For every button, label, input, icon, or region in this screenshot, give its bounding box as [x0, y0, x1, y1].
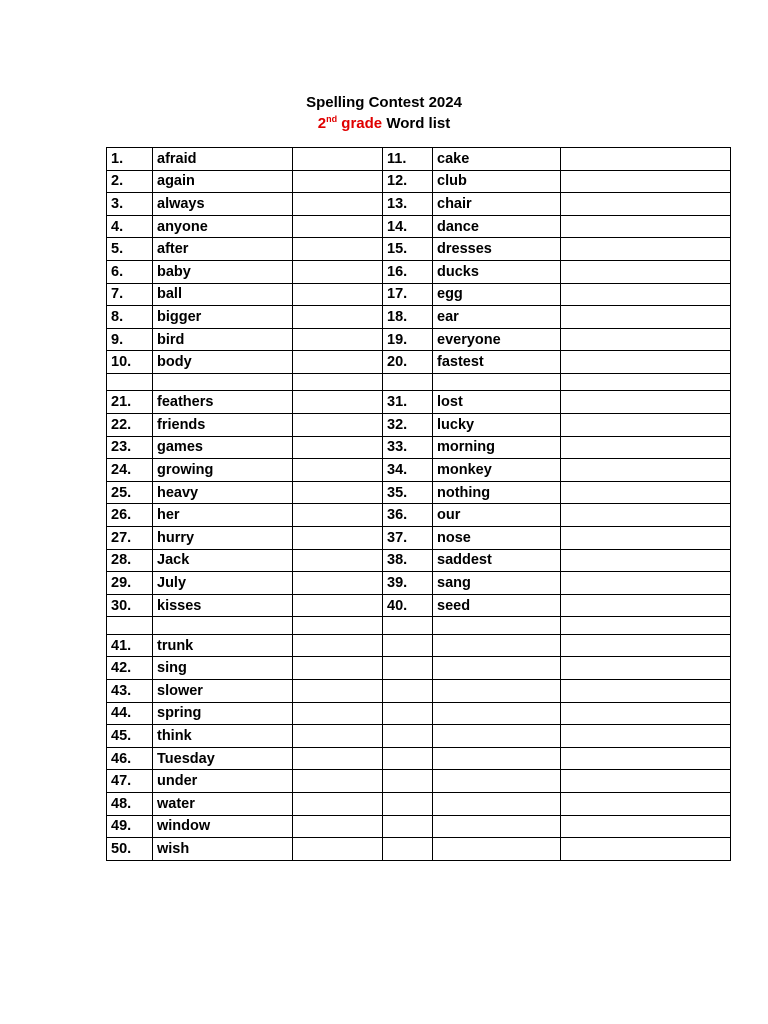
word: our — [433, 504, 561, 527]
word: saddest — [433, 549, 561, 572]
table-row — [107, 815, 731, 838]
table-row — [107, 527, 731, 550]
table-row — [107, 725, 731, 748]
word-number: 42. — [107, 657, 153, 680]
word-number: 19. — [383, 328, 433, 351]
word-number: 20. — [383, 351, 433, 374]
word-number: 41. — [107, 634, 153, 657]
word: games — [153, 436, 293, 459]
blank-cell — [561, 215, 731, 238]
word-number: 29. — [107, 572, 153, 595]
word: wish — [153, 838, 293, 861]
grade-ordinal-suffix: nd — [326, 114, 338, 124]
word: trunk — [153, 634, 293, 657]
blank-cell — [293, 306, 383, 329]
table-row — [107, 838, 731, 861]
grade-word: grade — [341, 115, 383, 132]
word: spring — [153, 702, 293, 725]
word: baby — [153, 260, 293, 283]
word-list-label: Word list — [386, 115, 451, 132]
word: Tuesday — [153, 747, 293, 770]
word-number: 14. — [383, 215, 433, 238]
word-number: 25. — [107, 481, 153, 504]
word: kisses — [153, 594, 293, 617]
word: growing — [153, 459, 293, 482]
word: sing — [153, 657, 293, 680]
blank-cell — [561, 459, 731, 482]
word: window — [153, 815, 293, 838]
word-number: 43. — [107, 680, 153, 703]
table-row — [107, 283, 731, 306]
blank-cell — [561, 260, 731, 283]
blank-cell — [433, 617, 561, 635]
table-row — [107, 328, 731, 351]
word-number: 8. — [107, 306, 153, 329]
word: bigger — [153, 306, 293, 329]
table-row — [107, 391, 731, 414]
word: hurry — [153, 527, 293, 550]
word — [433, 634, 561, 657]
word-number: 13. — [383, 193, 433, 216]
blank-cell — [561, 436, 731, 459]
blank-cell — [293, 391, 383, 414]
word: again — [153, 170, 293, 193]
word: body — [153, 351, 293, 374]
blank-cell — [561, 351, 731, 374]
word-number: 48. — [107, 793, 153, 816]
word-number: 21. — [107, 391, 153, 414]
word: everyone — [433, 328, 561, 351]
word: July — [153, 572, 293, 595]
blank-cell — [293, 504, 383, 527]
word: morning — [433, 436, 561, 459]
blank-cell — [561, 328, 731, 351]
word-number: 15. — [383, 238, 433, 261]
blank-cell — [561, 702, 731, 725]
blank-cell — [561, 148, 731, 171]
blank-cell — [153, 617, 293, 635]
word — [433, 793, 561, 816]
blank-cell — [293, 594, 383, 617]
blank-cell — [293, 328, 383, 351]
contest-title: Spelling Contest 2024 — [306, 94, 462, 111]
word-number: 39. — [383, 572, 433, 595]
word-number: 24. — [107, 459, 153, 482]
blank-cell — [293, 193, 383, 216]
blank-cell — [293, 549, 383, 572]
blank-cell — [561, 527, 731, 550]
word: under — [153, 770, 293, 793]
blank-cell — [107, 373, 153, 391]
word-number — [383, 770, 433, 793]
blank-cell — [293, 148, 383, 171]
word: nothing — [433, 481, 561, 504]
blank-cell — [293, 815, 383, 838]
word-number: 36. — [383, 504, 433, 527]
word-number — [383, 680, 433, 703]
blank-cell — [107, 617, 153, 635]
blank-cell — [561, 617, 731, 635]
blank-cell — [293, 838, 383, 861]
grade-number: 2 — [317, 115, 327, 132]
word: after — [153, 238, 293, 261]
blank-cell — [561, 549, 731, 572]
word: slower — [153, 680, 293, 703]
blank-cell — [293, 170, 383, 193]
word-number: 47. — [107, 770, 153, 793]
word-number: 31. — [383, 391, 433, 414]
table-row — [107, 747, 731, 770]
word: monkey — [433, 459, 561, 482]
word: sang — [433, 572, 561, 595]
word — [433, 725, 561, 748]
word: ducks — [433, 260, 561, 283]
word-number: 5. — [107, 238, 153, 261]
blank-cell — [561, 680, 731, 703]
table-row — [107, 657, 731, 680]
blank-cell — [561, 657, 731, 680]
word-number: 12. — [383, 170, 433, 193]
word: Jack — [153, 549, 293, 572]
word: ear — [433, 306, 561, 329]
word-number: 1. — [107, 148, 153, 171]
blank-cell — [561, 725, 731, 748]
table-row — [107, 351, 731, 374]
table-row — [107, 793, 731, 816]
blank-cell — [383, 373, 433, 391]
word — [433, 702, 561, 725]
table-row — [107, 215, 731, 238]
word — [433, 657, 561, 680]
word-number: 11. — [383, 148, 433, 171]
word-number: 16. — [383, 260, 433, 283]
blank-cell — [293, 770, 383, 793]
blank-cell — [293, 747, 383, 770]
spacer-row — [107, 373, 731, 391]
table-row — [107, 306, 731, 329]
word-list-body — [107, 148, 731, 861]
blank-cell — [561, 238, 731, 261]
word-number — [383, 702, 433, 725]
blank-cell — [293, 238, 383, 261]
blank-cell — [293, 459, 383, 482]
word — [433, 680, 561, 703]
spacer-row — [107, 617, 731, 635]
blank-cell — [293, 373, 383, 391]
blank-cell — [293, 572, 383, 595]
blank-cell — [293, 351, 383, 374]
table-row — [107, 770, 731, 793]
table-row — [107, 572, 731, 595]
blank-cell — [561, 572, 731, 595]
table-row — [107, 504, 731, 527]
title-block — [0, 92, 768, 134]
word — [433, 815, 561, 838]
word-number — [383, 634, 433, 657]
word: cake — [433, 148, 561, 171]
word: friends — [153, 414, 293, 437]
blank-cell — [561, 283, 731, 306]
word-number: 33. — [383, 436, 433, 459]
word-number: 34. — [383, 459, 433, 482]
blank-cell — [293, 527, 383, 550]
word-number: 32. — [383, 414, 433, 437]
word-number — [383, 793, 433, 816]
word-number: 17. — [383, 283, 433, 306]
word-number: 10. — [107, 351, 153, 374]
word-number: 18. — [383, 306, 433, 329]
blank-cell — [293, 702, 383, 725]
word: egg — [433, 283, 561, 306]
word: seed — [433, 594, 561, 617]
blank-cell — [561, 634, 731, 657]
table-row — [107, 634, 731, 657]
word-number: 30. — [107, 594, 153, 617]
blank-cell — [293, 617, 383, 635]
table-row — [107, 414, 731, 437]
blank-cell — [293, 260, 383, 283]
word: always — [153, 193, 293, 216]
word: fastest — [433, 351, 561, 374]
table-row — [107, 549, 731, 572]
word-number: 45. — [107, 725, 153, 748]
word-number: 6. — [107, 260, 153, 283]
table-row — [107, 170, 731, 193]
word: dance — [433, 215, 561, 238]
word-number: 44. — [107, 702, 153, 725]
word-number: 4. — [107, 215, 153, 238]
blank-cell — [293, 481, 383, 504]
word-list-subtitle — [0, 113, 768, 134]
word-list-table — [106, 147, 731, 861]
word-number: 23. — [107, 436, 153, 459]
word: ball — [153, 283, 293, 306]
word: lost — [433, 391, 561, 414]
blank-cell — [561, 414, 731, 437]
word: afraid — [153, 148, 293, 171]
word-number: 37. — [383, 527, 433, 550]
word — [433, 838, 561, 861]
word-number: 50. — [107, 838, 153, 861]
word: chair — [433, 193, 561, 216]
blank-cell — [561, 815, 731, 838]
blank-cell — [561, 373, 731, 391]
table-row — [107, 459, 731, 482]
blank-cell — [293, 634, 383, 657]
blank-cell — [293, 283, 383, 306]
blank-cell — [561, 170, 731, 193]
word-number: 49. — [107, 815, 153, 838]
blank-cell — [561, 391, 731, 414]
blank-cell — [293, 414, 383, 437]
word-number: 7. — [107, 283, 153, 306]
table-row — [107, 481, 731, 504]
table-row — [107, 594, 731, 617]
word: feathers — [153, 391, 293, 414]
word: dresses — [433, 238, 561, 261]
table-row — [107, 680, 731, 703]
blank-cell — [293, 680, 383, 703]
blank-cell — [293, 657, 383, 680]
table-row — [107, 148, 731, 171]
word — [433, 747, 561, 770]
word-number — [383, 725, 433, 748]
word-number — [383, 838, 433, 861]
word: lucky — [433, 414, 561, 437]
blank-cell — [433, 373, 561, 391]
word — [433, 770, 561, 793]
word-number: 27. — [107, 527, 153, 550]
word: heavy — [153, 481, 293, 504]
table-row — [107, 702, 731, 725]
word: anyone — [153, 215, 293, 238]
blank-cell — [561, 481, 731, 504]
blank-cell — [561, 193, 731, 216]
blank-cell — [561, 594, 731, 617]
word-number — [383, 747, 433, 770]
table-row — [107, 260, 731, 283]
word-number: 2. — [107, 170, 153, 193]
word: think — [153, 725, 293, 748]
word-number — [383, 657, 433, 680]
word: nose — [433, 527, 561, 550]
blank-cell — [561, 747, 731, 770]
blank-cell — [293, 793, 383, 816]
word-number: 22. — [107, 414, 153, 437]
blank-cell — [293, 436, 383, 459]
word: her — [153, 504, 293, 527]
blank-cell — [293, 725, 383, 748]
word-number: 40. — [383, 594, 433, 617]
table-row — [107, 193, 731, 216]
word: water — [153, 793, 293, 816]
blank-cell — [561, 838, 731, 861]
word-number: 9. — [107, 328, 153, 351]
blank-cell — [293, 215, 383, 238]
word-number: 46. — [107, 747, 153, 770]
table-row — [107, 436, 731, 459]
word-number: 38. — [383, 549, 433, 572]
blank-cell — [561, 793, 731, 816]
blank-cell — [153, 373, 293, 391]
blank-cell — [561, 306, 731, 329]
word: bird — [153, 328, 293, 351]
word-number: 26. — [107, 504, 153, 527]
table-row — [107, 238, 731, 261]
word-number — [383, 815, 433, 838]
blank-cell — [383, 617, 433, 635]
word-number: 35. — [383, 481, 433, 504]
blank-cell — [561, 770, 731, 793]
word-number: 28. — [107, 549, 153, 572]
word: club — [433, 170, 561, 193]
blank-cell — [561, 504, 731, 527]
word-number: 3. — [107, 193, 153, 216]
